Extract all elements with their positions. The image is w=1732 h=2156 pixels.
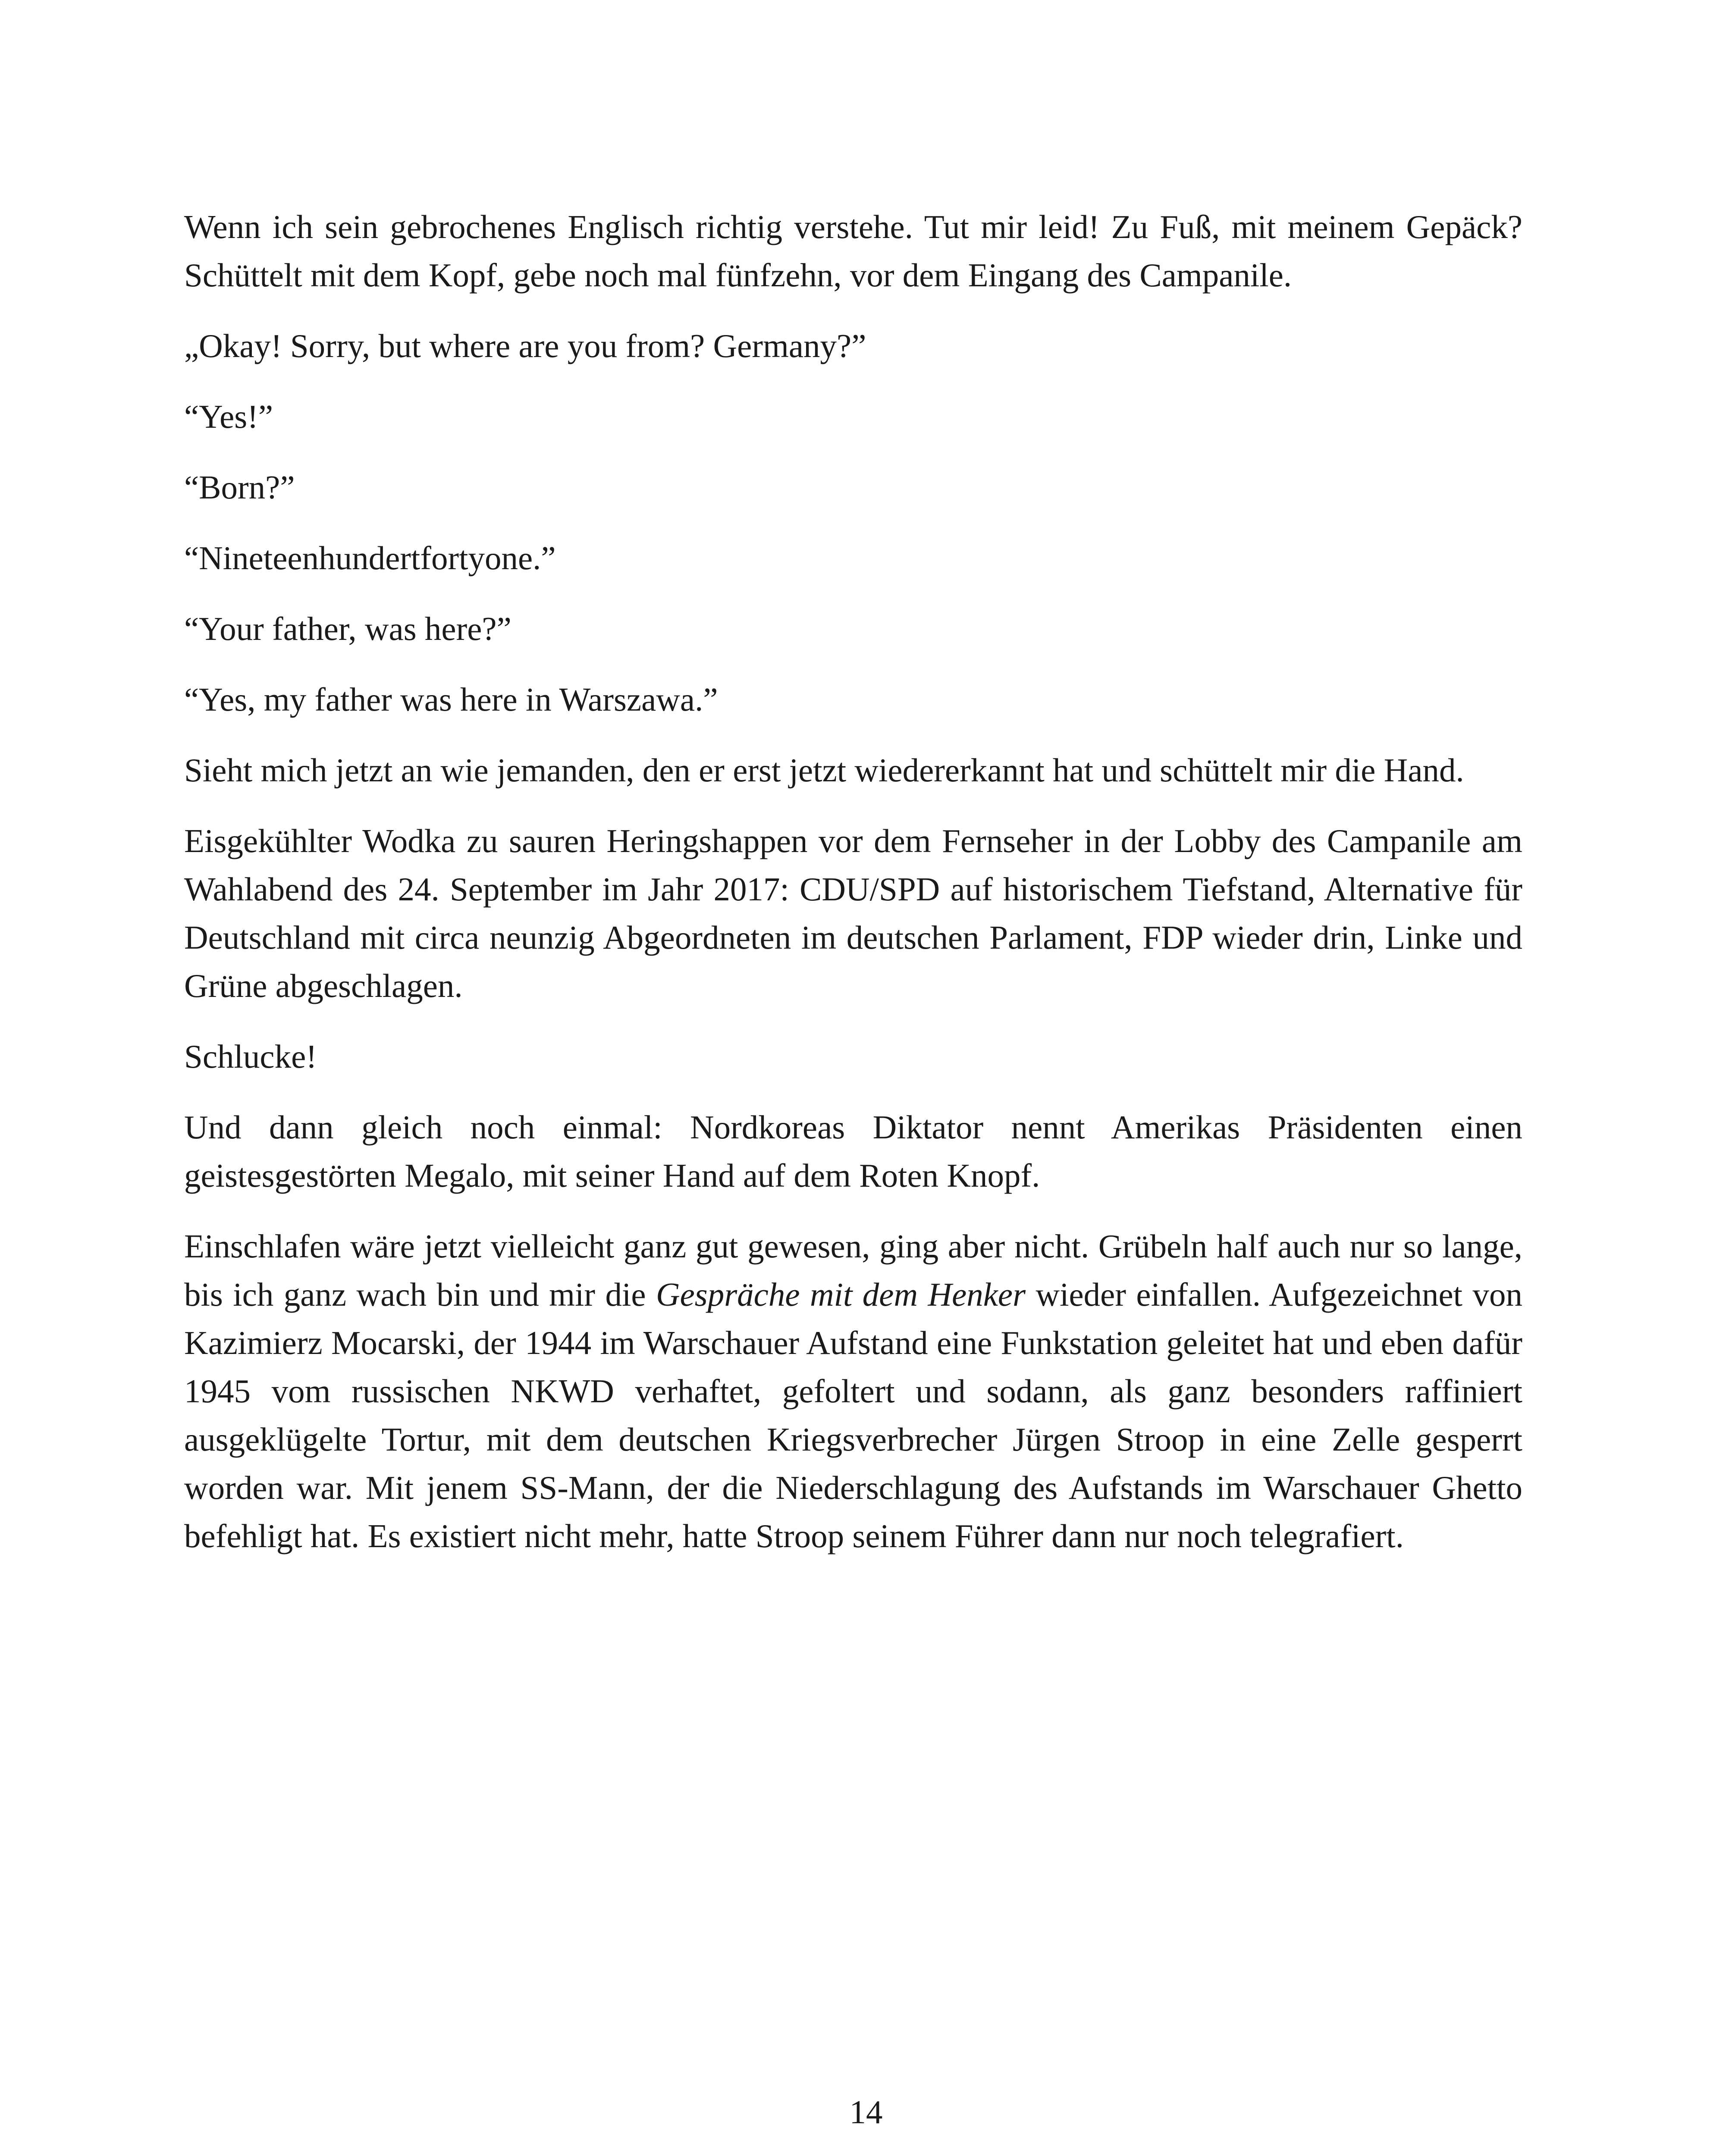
- paragraph-handshake: Sieht mich jetzt an wie jemanden, den er erst jetzt wiedererkannt hat und schüttelt mir die Hand.: [184, 752, 1464, 789]
- paragraph-north-korea: Und dann gleich noch einmal: Nordkoreas Diktator nennt Amerikas Präsidenten einen geistesgestörten Megalo, mit seiner Hand auf dem Roten Knopf.: [184, 1109, 1522, 1194]
- dialogue-born: “Born?”: [184, 469, 295, 506]
- paragraph-taxi-ride: Wenn ich sein gebrochenes Englisch richtig verstehe. Tut mir leid! Zu Fuß, mit meinem Gepäck? Schüttelt mit dem Kopf, gebe noch mal fünfzehn, vor dem Eingang des Campanile.: [184, 208, 1522, 294]
- henker-text-after: wieder einfallen. Aufgezeichnet von Kazimierz Mocarski, der 1944 im Warschauer Aufstand eine Funkstation geleitet hat und eben dafür 1945 vom russischen NKWD verhaftet, gefoltert und sodann, als ganz besonders raffiniert ausgeklügelte Tortur, mit dem deutschen Kriegsverbrecher Jürgen Stroop in eine Zelle gesperrt worden war. Mit jenem SS-Mann, der die Niederschlagung des Aufstands im Warschauer Ghetto befehligt hat. Es existiert nicht mehr, hatte Stroop seinem Führer dann nur noch telegrafiert.: [184, 1276, 1522, 1554]
- paragraph-election-night: Eisgekühlter Wodka zu sauren Heringshappen vor dem Fernseher in der Lobby des Campanile am Wahlabend des 24. September im Jahr 2017: CDU/SPD auf historischem Tiefstand, Alternative für Deutschland mit circa neunzig Abgeordneten im deutschen Parlament, FDP wieder drin, Linke und Grüne abgeschlagen.: [184, 822, 1522, 1004]
- paragraph-henker: [184, 1222, 1522, 1560]
- book-title: Gespräche mit dem Henker: [656, 1276, 1026, 1313]
- dialogue-where-from: „Okay! Sorry, but where are you from? Germany?”: [184, 327, 866, 364]
- dialogue-father-answer: “Yes, my father was here in Warszawa.”: [184, 681, 718, 718]
- dialogue-yes: “Yes!”: [184, 398, 273, 435]
- paragraph-schlucke: Schlucke!: [184, 1038, 317, 1075]
- dialogue-father-question: “Your father, was here?”: [184, 610, 511, 647]
- body-text: [184, 203, 1522, 1583]
- dialogue-year: “Nineteenhundertfortyone.”: [184, 539, 556, 577]
- henker-text-before: Einschlafen wäre jetzt vielleicht ganz gut gewesen, ging aber nicht. Grübeln half auch nur so lange, bis ich ganz wach bin und mir die: [184, 1228, 1522, 1313]
- page-number: 14: [849, 2093, 883, 2131]
